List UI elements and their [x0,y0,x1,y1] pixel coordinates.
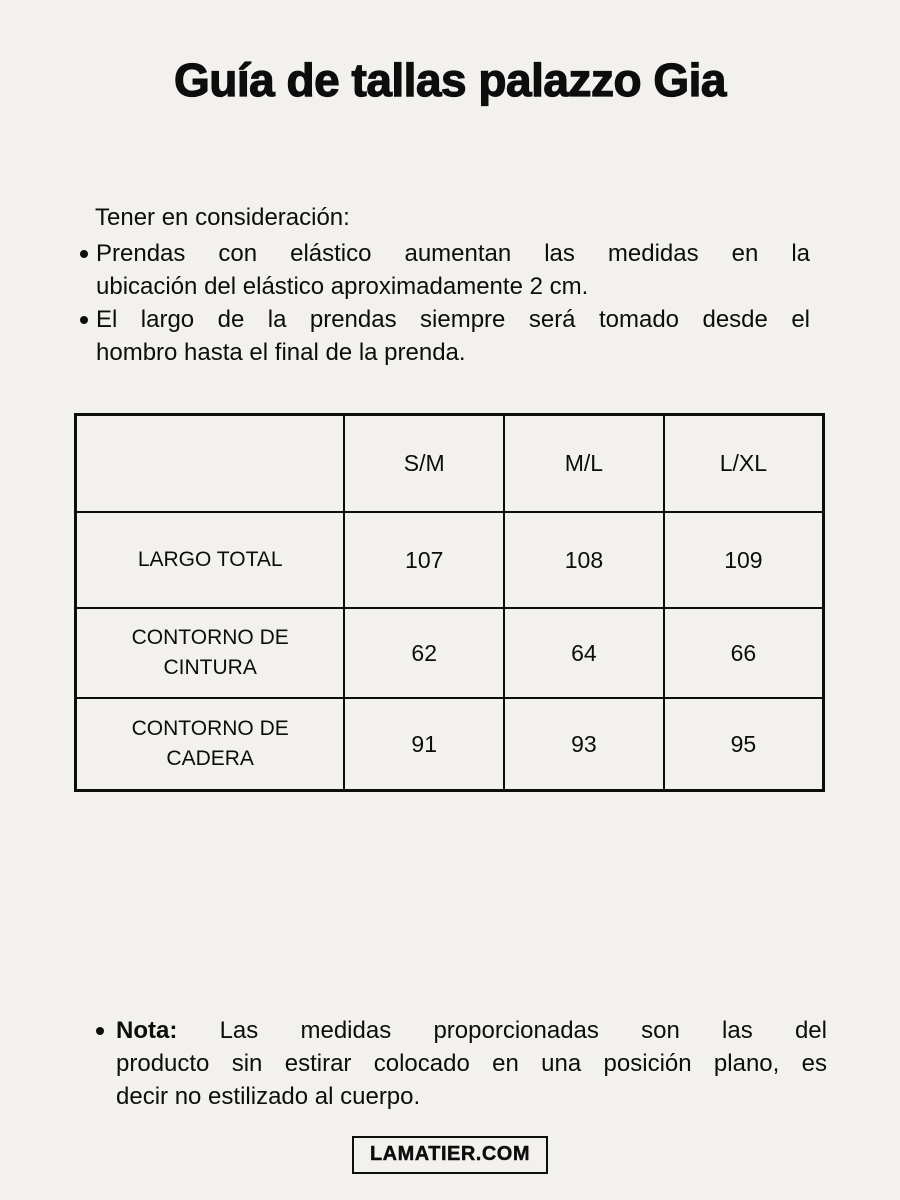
consideration-item-length [80,303,810,369]
note-line: producto sin estirar colocado en una posición plano, es [116,1050,827,1077]
row-label: CONTORNO DE CADERA [131,717,289,770]
consideration-line: hombro hasta el final de la prenda. [96,339,466,366]
size-table-row-contorno-cintura [76,608,824,698]
row-label: CONTORNO DE CINTURA [131,626,289,679]
note-text [116,1014,827,1113]
value-cell: 64 [504,608,664,698]
value-cell: 93 [504,698,664,791]
consideration-text [96,237,810,303]
value-cell: 66 [664,608,824,698]
value-cell: 95 [664,698,824,791]
consideration-text [96,303,810,369]
row-label: LARGO TOTAL [137,548,283,571]
consideration-line: Prendas con elástico aumentan las medidas en la [96,240,810,267]
brand-text: LAMATIER.COM [369,1143,531,1165]
row-label-cell [76,512,345,608]
consideration-line: ubicación del elástico aproximadamente 2 cm. [96,273,589,300]
size-table-col-header-lxl: L/XL [664,415,824,513]
size-table-col-header-ml: M/L [504,415,664,513]
value-cell: 108 [504,512,664,608]
page-title: Guía de tallas palazzo Gia [174,54,726,106]
value-cell: 62 [344,608,504,698]
considerations-heading: Tener en consideración: [95,204,350,231]
value-cell: 91 [344,698,504,791]
note-line: decir no estilizado al cuerpo. [116,1083,421,1110]
note-section [96,1014,827,1113]
note-line [116,1014,827,1047]
size-table [74,413,825,792]
bullet-dot-icon [80,316,88,324]
bullet-dot-icon [80,250,88,258]
bullet-dot-icon [96,1027,104,1035]
row-label-cell [76,608,345,698]
size-table-header-row [76,415,824,513]
consideration-line: El largo de la prendas siempre será tomado desde el [96,306,810,333]
brand-box [352,1136,548,1174]
value-cell: 107 [344,512,504,608]
footer [0,1136,900,1174]
consideration-item-elastic [80,237,810,303]
size-table-corner-cell [76,415,345,513]
size-table-row-largo-total [76,512,824,608]
note-label: Nota: [116,1017,178,1044]
row-label-cell [76,698,345,791]
note-line-rest: Las medidas proporcionadas son las del [219,1017,827,1044]
size-table-col-header-sm: S/M [344,415,504,513]
value-cell: 109 [664,512,824,608]
size-table-row-contorno-cadera [76,698,824,791]
considerations-section [80,201,810,369]
